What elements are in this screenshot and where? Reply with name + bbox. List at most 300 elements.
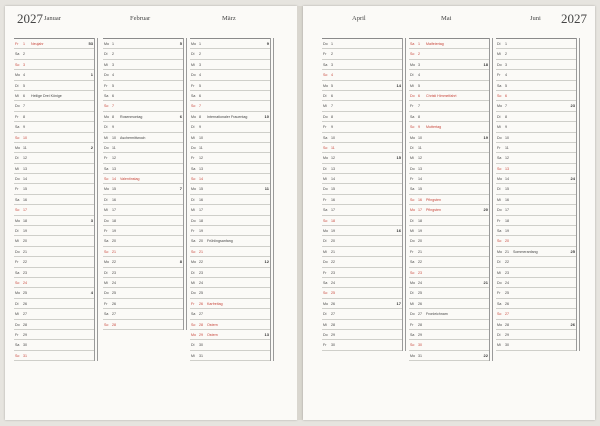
day-number: 14	[112, 177, 116, 182]
day-row[interactable]	[409, 351, 489, 361]
day-row[interactable]	[14, 257, 94, 267]
day-number: 5	[23, 83, 25, 88]
day-row[interactable]	[14, 153, 94, 163]
day-row[interactable]	[103, 299, 183, 309]
weekday-label: Mo	[191, 42, 196, 46]
day-row[interactable]	[409, 164, 489, 174]
day-number: 25	[331, 291, 335, 296]
day-row[interactable]	[190, 133, 270, 143]
day-row[interactable]	[322, 153, 402, 163]
day-row[interactable]	[103, 195, 183, 205]
day-row[interactable]	[14, 309, 94, 319]
day-row[interactable]	[322, 143, 402, 153]
day-number: 22	[23, 260, 27, 265]
day-row[interactable]	[190, 205, 270, 215]
day-row[interactable]	[190, 195, 270, 205]
day-number: 15	[331, 187, 335, 192]
week-number: 21	[483, 279, 488, 285]
day-number: 31	[23, 353, 27, 358]
day-number: 1	[505, 42, 507, 46]
weekday-label: Sa	[410, 260, 415, 265]
day-row[interactable]	[190, 164, 270, 174]
day-row[interactable]	[190, 340, 270, 350]
day-row[interactable]	[496, 299, 576, 309]
day-row[interactable]	[409, 153, 489, 163]
weekday-label: Do	[497, 62, 502, 67]
weekday-label: Fr	[15, 332, 19, 337]
day-row[interactable]	[14, 299, 94, 309]
day-row[interactable]	[322, 164, 402, 174]
day-row[interactable]	[322, 39, 402, 49]
weekday-label: Mo	[497, 249, 502, 254]
day-number: 23	[199, 270, 203, 275]
day-number: 22	[199, 260, 203, 265]
day-row[interactable]	[322, 320, 402, 330]
day-number: 22	[418, 260, 422, 265]
day-row[interactable]	[190, 257, 270, 267]
day-number: 9	[331, 125, 333, 130]
day-row[interactable]	[496, 236, 576, 246]
weekday-label: So	[104, 104, 109, 109]
month-name: Juni	[530, 15, 541, 22]
day-row[interactable]	[190, 122, 270, 132]
weekday-label: So	[191, 177, 196, 182]
weekday-label: Sa	[191, 166, 196, 171]
weekday-label: Mo	[323, 229, 328, 234]
day-row[interactable]	[409, 49, 489, 59]
day-row[interactable]	[190, 184, 270, 194]
day-number: 18	[505, 218, 509, 223]
day-row[interactable]	[14, 268, 94, 278]
day-row[interactable]	[14, 236, 94, 246]
day-row[interactable]	[496, 320, 576, 330]
day-number: 12	[112, 156, 116, 161]
day-row[interactable]	[409, 247, 489, 257]
year-label-right: 2027	[561, 11, 587, 26]
day-row[interactable]	[409, 340, 489, 350]
day-row[interactable]	[103, 81, 183, 91]
day-number: 7	[199, 104, 201, 109]
day-row[interactable]	[322, 205, 402, 215]
day-row[interactable]	[103, 70, 183, 80]
day-row[interactable]	[103, 320, 183, 330]
day-row[interactable]	[496, 184, 576, 194]
day-row[interactable]	[496, 81, 576, 91]
day-row[interactable]	[409, 268, 489, 278]
day-number: 11	[331, 145, 335, 150]
week-number: 13	[264, 331, 269, 337]
day-row[interactable]	[103, 268, 183, 278]
day-row[interactable]	[14, 49, 94, 59]
day-row[interactable]	[103, 60, 183, 70]
day-row[interactable]	[496, 91, 576, 101]
day-row[interactable]	[496, 340, 576, 350]
day-row[interactable]	[322, 330, 402, 340]
day-row[interactable]	[409, 122, 489, 132]
day-row[interactable]	[409, 288, 489, 298]
weekday-label: Sa	[497, 229, 502, 234]
day-row[interactable]	[14, 101, 94, 111]
weekday-label: Di	[104, 125, 108, 130]
day-row[interactable]	[409, 101, 489, 111]
day-row[interactable]	[322, 236, 402, 246]
day-number: 6	[112, 93, 114, 98]
weekday-label: So	[15, 208, 20, 213]
day-row[interactable]	[322, 70, 402, 80]
weekday-label: Mi	[323, 322, 327, 327]
day-row[interactable]	[322, 49, 402, 59]
day-row[interactable]	[496, 288, 576, 298]
day-event: Ostern	[207, 332, 218, 337]
day-row[interactable]	[14, 351, 94, 361]
day-row[interactable]	[14, 112, 94, 122]
week-number: 2	[90, 144, 93, 150]
day-row[interactable]	[14, 133, 94, 143]
day-number: 29	[505, 332, 509, 337]
weekday-label: Mi	[323, 249, 327, 254]
day-number: 25	[112, 291, 116, 296]
day-row[interactable]	[103, 216, 183, 226]
day-number: 30	[505, 343, 509, 348]
day-row[interactable]	[103, 309, 183, 319]
day-row[interactable]	[496, 257, 576, 267]
day-row[interactable]	[496, 153, 576, 163]
day-number: 14	[418, 177, 422, 182]
day-row[interactable]	[322, 184, 402, 194]
day-row[interactable]	[409, 236, 489, 246]
weekday-label: So	[104, 322, 109, 327]
day-row[interactable]	[496, 309, 576, 319]
weekday-label: Do	[15, 322, 20, 327]
day-row[interactable]	[14, 81, 94, 91]
day-row[interactable]	[322, 174, 402, 184]
day-row[interactable]	[409, 184, 489, 194]
day-row[interactable]	[496, 195, 576, 205]
day-row[interactable]	[103, 278, 183, 288]
day-row[interactable]	[322, 288, 402, 298]
day-row[interactable]	[14, 184, 94, 194]
day-row[interactable]	[14, 226, 94, 236]
day-row[interactable]	[14, 340, 94, 350]
day-row[interactable]	[190, 70, 270, 80]
day-number: 13	[199, 166, 203, 171]
day-number: 31	[418, 353, 422, 358]
day-row[interactable]	[409, 205, 489, 215]
weekday-label: Do	[15, 177, 20, 182]
day-row[interactable]	[14, 288, 94, 298]
day-row[interactable]	[103, 91, 183, 101]
weekday-label: Do	[191, 145, 196, 150]
day-row[interactable]	[409, 60, 489, 70]
day-number: 7	[418, 104, 420, 109]
day-row[interactable]	[496, 70, 576, 80]
day-row[interactable]	[14, 195, 94, 205]
day-row[interactable]	[409, 112, 489, 122]
day-row[interactable]	[190, 39, 270, 49]
day-row[interactable]	[322, 268, 402, 278]
weekday-label: Sa	[191, 312, 196, 317]
day-row[interactable]	[190, 288, 270, 298]
day-number: 12	[505, 156, 509, 161]
day-row[interactable]	[322, 278, 402, 288]
day-number: 24	[199, 280, 203, 285]
day-row[interactable]	[322, 112, 402, 122]
day-row[interactable]	[190, 101, 270, 111]
day-row[interactable]	[190, 309, 270, 319]
weekday-label: Di	[104, 197, 108, 202]
day-number: 20	[505, 239, 509, 244]
day-row[interactable]	[14, 216, 94, 226]
day-number: 1	[331, 42, 333, 46]
day-number: 1	[112, 42, 114, 46]
weekday-label: Fr	[104, 301, 108, 306]
day-row[interactable]	[190, 236, 270, 246]
day-row[interactable]	[409, 216, 489, 226]
day-number: 18	[418, 218, 422, 223]
day-number: 15	[505, 187, 509, 192]
weekday-label: Sa	[104, 166, 109, 171]
day-row[interactable]	[190, 153, 270, 163]
week-number: 25	[570, 248, 575, 254]
weekday-label: Mo	[410, 135, 415, 140]
day-row[interactable]	[190, 60, 270, 70]
weekday-label: Fr	[323, 197, 327, 202]
day-row[interactable]	[103, 49, 183, 59]
day-number: 7	[505, 104, 507, 109]
day-row[interactable]	[322, 122, 402, 132]
day-row[interactable]	[409, 278, 489, 288]
day-row[interactable]	[14, 164, 94, 174]
day-row[interactable]	[409, 309, 489, 319]
day-number: 12	[418, 156, 422, 161]
day-row[interactable]	[103, 184, 183, 194]
day-number: 29	[23, 332, 27, 337]
week-number: 12	[264, 259, 269, 265]
day-row[interactable]	[322, 81, 402, 91]
day-row[interactable]	[496, 112, 576, 122]
day-number: 14	[331, 177, 335, 182]
day-number: 26	[418, 301, 422, 306]
day-number: 31	[199, 353, 203, 358]
day-row[interactable]	[14, 122, 94, 132]
day-number: 23	[112, 270, 116, 275]
weekday-label: Do	[104, 145, 109, 150]
day-row[interactable]	[409, 39, 489, 49]
day-row[interactable]	[322, 299, 402, 309]
day-row[interactable]	[190, 268, 270, 278]
day-row[interactable]	[409, 133, 489, 143]
day-row[interactable]	[14, 60, 94, 70]
day-row[interactable]	[322, 309, 402, 319]
column-rule	[183, 38, 184, 330]
weekday-label: Fr	[323, 125, 327, 130]
day-row[interactable]	[190, 351, 270, 361]
day-row[interactable]	[103, 39, 183, 49]
day-row[interactable]	[322, 216, 402, 226]
weekday-label: Mi	[410, 229, 414, 234]
day-row[interactable]	[14, 143, 94, 153]
day-row[interactable]	[496, 226, 576, 236]
day-row[interactable]	[322, 226, 402, 236]
weekday-label: Do	[410, 166, 415, 171]
day-number: 19	[331, 229, 335, 234]
day-row[interactable]	[103, 226, 183, 236]
day-number: 4	[112, 73, 114, 78]
day-row[interactable]	[190, 247, 270, 257]
day-row[interactable]	[103, 247, 183, 257]
day-row[interactable]	[103, 236, 183, 246]
week-number: 9	[266, 41, 269, 46]
week-number: 22	[483, 352, 488, 358]
day-number: 23	[331, 270, 335, 275]
day-event: Maifeiertag	[426, 42, 444, 46]
day-number: 11	[23, 145, 27, 150]
day-number: 18	[23, 218, 27, 223]
weekday-label: Di	[104, 52, 108, 57]
day-row[interactable]	[190, 91, 270, 101]
weekday-label: So	[497, 239, 502, 244]
day-row[interactable]	[496, 60, 576, 70]
day-row[interactable]	[409, 81, 489, 91]
day-row[interactable]	[103, 153, 183, 163]
weekday-label: Mo	[15, 218, 20, 223]
day-row[interactable]	[190, 81, 270, 91]
day-row[interactable]	[103, 143, 183, 153]
day-row[interactable]	[496, 268, 576, 278]
day-row[interactable]	[322, 257, 402, 267]
day-row[interactable]	[190, 49, 270, 59]
day-row[interactable]	[409, 91, 489, 101]
day-number: 22	[112, 260, 116, 265]
day-number: 6	[331, 93, 333, 98]
day-row[interactable]	[103, 164, 183, 174]
day-row[interactable]	[496, 278, 576, 288]
weekday-label: Di	[15, 301, 19, 306]
day-row[interactable]	[496, 49, 576, 59]
day-row[interactable]	[103, 133, 183, 143]
day-row[interactable]	[103, 101, 183, 111]
month-name: Januar	[44, 15, 61, 22]
weekday-label: So	[104, 249, 109, 254]
month-column	[190, 38, 270, 361]
day-number: 17	[112, 208, 116, 213]
weekday-label: Mo	[104, 260, 109, 265]
day-row[interactable]	[409, 330, 489, 340]
day-row[interactable]	[103, 257, 183, 267]
day-number: 16	[199, 197, 203, 202]
weekday-label: Do	[104, 291, 109, 296]
month-name: Mai	[441, 15, 452, 22]
day-row[interactable]	[409, 226, 489, 236]
day-number: 7	[23, 104, 25, 109]
column-rule	[270, 38, 271, 361]
day-row[interactable]	[409, 299, 489, 309]
day-row[interactable]	[190, 226, 270, 236]
day-row[interactable]	[496, 39, 576, 49]
weekday-label: Sa	[191, 93, 196, 98]
weekday-label: Mi	[323, 177, 327, 182]
day-row[interactable]	[409, 195, 489, 205]
day-row[interactable]	[103, 174, 183, 184]
weekday-label: Mo	[497, 322, 502, 327]
day-row[interactable]	[190, 143, 270, 153]
day-row[interactable]	[103, 288, 183, 298]
day-row[interactable]	[190, 278, 270, 288]
day-row[interactable]	[496, 101, 576, 111]
day-row[interactable]	[190, 112, 270, 122]
day-row[interactable]	[322, 195, 402, 205]
day-row[interactable]	[14, 278, 94, 288]
day-row[interactable]	[409, 257, 489, 267]
day-row[interactable]	[103, 205, 183, 215]
weekday-label: Mo	[191, 114, 196, 119]
weekday-label: Di	[15, 229, 19, 234]
weekday-label: So	[410, 125, 415, 130]
weekday-label: Mi	[410, 301, 414, 306]
day-number: 28	[331, 322, 335, 327]
day-number: 26	[23, 301, 27, 306]
weekday-label: Di	[323, 93, 327, 98]
day-row[interactable]	[190, 174, 270, 184]
day-row[interactable]	[409, 70, 489, 80]
weekday-label: Fr	[497, 218, 501, 223]
day-row[interactable]	[496, 164, 576, 174]
weekday-label: So	[410, 343, 415, 348]
day-row[interactable]	[496, 330, 576, 340]
day-row[interactable]	[409, 143, 489, 153]
day-row[interactable]	[496, 122, 576, 132]
day-number: 9	[112, 125, 114, 130]
day-row[interactable]	[322, 340, 402, 350]
day-row[interactable]	[496, 174, 576, 184]
day-row[interactable]	[496, 133, 576, 143]
day-row[interactable]	[14, 91, 94, 101]
day-row[interactable]	[190, 330, 270, 340]
day-row[interactable]	[14, 330, 94, 340]
day-row[interactable]	[14, 70, 94, 80]
day-row[interactable]	[322, 247, 402, 257]
day-row[interactable]	[14, 39, 94, 49]
day-row[interactable]	[322, 91, 402, 101]
day-row[interactable]	[496, 205, 576, 215]
day-row[interactable]	[14, 205, 94, 215]
day-row[interactable]	[14, 174, 94, 184]
day-event: Muttertag	[426, 125, 442, 130]
day-event: Christi Himmelfahrt	[426, 93, 457, 98]
day-row[interactable]	[409, 174, 489, 184]
day-number: 21	[112, 249, 116, 254]
day-row[interactable]	[14, 247, 94, 257]
day-row[interactable]	[496, 216, 576, 226]
day-row[interactable]	[190, 299, 270, 309]
day-row[interactable]	[14, 320, 94, 330]
day-row[interactable]	[190, 320, 270, 330]
day-row[interactable]	[322, 101, 402, 111]
weekday-label: So	[15, 62, 20, 67]
day-row[interactable]	[496, 143, 576, 153]
day-row[interactable]	[322, 60, 402, 70]
day-row[interactable]	[103, 122, 183, 132]
day-number: 3	[331, 62, 333, 67]
day-row[interactable]	[103, 112, 183, 122]
day-row[interactable]	[322, 133, 402, 143]
day-event: Heilige Drei Könige	[31, 93, 62, 98]
day-number: 6	[418, 93, 420, 98]
day-row[interactable]	[496, 247, 576, 257]
day-row[interactable]	[190, 216, 270, 226]
day-number: 10	[331, 135, 335, 140]
day-row[interactable]	[409, 320, 489, 330]
